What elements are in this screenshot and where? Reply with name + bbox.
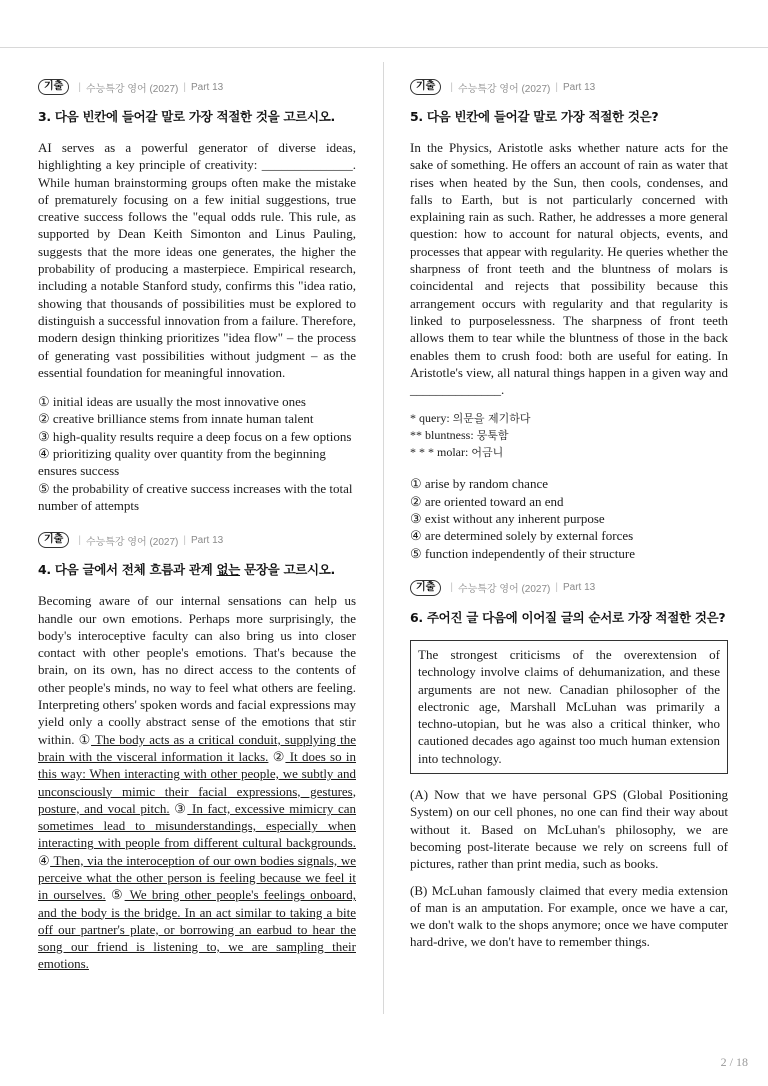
question-source xyxy=(38,530,356,550)
question-title: 3. 다음 빈칸에 들어갈 말로 가장 적절한 것을 고르시오. xyxy=(38,109,335,124)
option-3[interactable]: ③ high-quality results require a deep focus on a few options xyxy=(38,428,352,444)
note-term: * * * molar: xyxy=(410,445,472,460)
exam-tag: 기출 xyxy=(410,79,441,95)
paragraph-b: (B) McLuhan famously claimed that every media extension of man is an amputation. For example, once we have a car, we don't walk to the shops anymore; once we have computer hard-drive, we don't have to remember things. xyxy=(410,882,728,950)
question-4 xyxy=(38,530,356,973)
note-term: * query: xyxy=(410,411,453,426)
option-1[interactable]: ① initial ideas are usually the most innovative ones xyxy=(38,394,306,410)
question-source xyxy=(38,77,356,97)
sentence-2: It does so in this way: When interacting with other people, we subtly and unconsciously mimic their facial expressions, gestures, posture, and vocal pitch. xyxy=(38,748,357,816)
option-5[interactable]: ⑤ function independently of their structure xyxy=(410,545,636,561)
title-text: 4. 다음 글에서 전체 흐름과 관계 xyxy=(38,562,217,578)
sentence-3: In fact, excessive mimicry can sometimes lead to misunderstandings, especially when interacting with people from different cultural backgrounds. xyxy=(38,800,357,851)
given-passage-box: The strongest criticisms of the overextension of technology involve claims of dehumanization, and these arguments are not new. Canadian philosopher of the electronic age, Marshall McLuhan was primarily a techno-utopian, but he was also a critical thinker, who cautioned decades ago against too much human extension into technology. xyxy=(410,640,728,774)
vocabulary-notes xyxy=(410,410,728,461)
note-3 xyxy=(410,444,728,461)
option-4[interactable]: ④ are determined solely by external forces xyxy=(410,528,634,544)
question-title xyxy=(38,560,356,578)
source-label: 수능특강 영어 (2027) xyxy=(457,83,551,95)
note-term: ** bluntness: xyxy=(410,428,477,443)
separator: | xyxy=(78,534,81,546)
sentence-4: Then, via the interoception of our own bodies signals, we perceive what the other person is feeling because we feel it in ourselves. xyxy=(38,852,356,903)
sentence-2-number: ② xyxy=(272,748,286,764)
source-label: 수능특강 영어 (2027) xyxy=(85,83,179,95)
question-passage xyxy=(38,592,356,973)
exam-tag: 기출 xyxy=(410,580,441,596)
passage-intro: Becoming aware of our internal sensations can help us handle our own emotions. Perhaps more surprisingly, the body's interoceptive faculty can also bring us into closer contact with other people's emotions. That's because the brain, on its own, has no direct access to the contents of other people's minds, no way to feel what others are feeling. Interpreting others' spoken words and facial expressions may yield only a coolly abstract sense of the emotions that stir within. xyxy=(38,593,356,747)
note-2 xyxy=(410,427,728,444)
title-text-end: 문장을 고르시오. xyxy=(240,562,336,578)
separator: | xyxy=(555,582,558,594)
header-rule xyxy=(0,47,768,48)
option-1[interactable]: ① arise by random chance xyxy=(410,476,548,492)
question-passage: In the Physics, Aristotle asks whether nature acts for the sake of something. He offers an account of rain as water that rises when heated by the Sun, then cools, condenses, and falls to Earth, but is not particularly concerned with explaining rain as such. Rather, he addresses a more general question: how to account for natural objects, events, and processes that appear with regularity. He queries whether the sharpness of front teeth and the bluntness of molars is coincidental and rejects that possibility because this arrangement occurs with regularity and that regularity is linked to purposelessness. The sharpness of front teeth allows them to tear while the bluntness of those in the back enables them to crush food: both are useful for eating. In Aristotle's view, all natural things happen in a given way and ______________. xyxy=(410,140,728,398)
question-3 xyxy=(38,77,356,514)
column-divider xyxy=(383,62,384,1014)
note-meaning: 의문을 제기하다 xyxy=(452,412,531,426)
option-2[interactable]: ② are oriented toward an end xyxy=(410,493,564,509)
left-column xyxy=(38,77,356,989)
question-source xyxy=(410,77,728,97)
sentence-1: The body acts as a critical conduit, supplying the brain with the visceral information it lacks. xyxy=(38,731,357,764)
sentence-5: We bring other people's feelings onboard, and the body is the bridge. In an act similar to taking a bite off our partner's plate, or borrowing an earbud to hear the song our friend is listening to, we are sampling their emotions. xyxy=(38,887,357,972)
exam-tag: 기출 xyxy=(38,79,69,95)
separator: | xyxy=(450,81,453,93)
part-label: Part 13 xyxy=(562,81,596,93)
answer-options xyxy=(410,475,728,561)
page-number: 2 / 18 xyxy=(720,1055,748,1069)
question-title: 6. 주어진 글 다음에 이어질 글의 순서로 가장 적절한 것은? xyxy=(410,609,726,625)
separator: | xyxy=(78,81,81,93)
separator: | xyxy=(183,534,186,546)
note-1 xyxy=(410,410,728,427)
exam-tag: 기출 xyxy=(38,532,69,548)
sentence-3-number: ③ xyxy=(174,800,188,816)
part-label: Part 13 xyxy=(190,81,224,93)
separator: | xyxy=(555,81,558,93)
note-meaning: 뭉툭함 xyxy=(476,429,509,443)
answer-options xyxy=(38,393,356,514)
part-label: Part 13 xyxy=(562,582,596,594)
question-6 xyxy=(410,578,728,951)
note-meaning: 어금니 xyxy=(471,446,504,460)
option-4[interactable]: ④ prioritizing quality over quantity from the beginning ensures success xyxy=(38,446,326,479)
question-passage: AI serves as a powerful generator of diverse ideas, highlighting a key principle of creativity: ______________. While human brainstorming groups often make the mistake of prematurely focusing on a few initial suggestions, true creative success follows the "equal odds rule. This rule, as supported by Dean Keith Simonton and Linus Pauling, suggests that the more ideas one generates, the higher the probability of producing a masterpiece. Empirical research, including a notable Stanford study, confirms this "idea ratio, showing that thousands of possibilities must be explored to distinguish a successful innovation from a failure. Therefore, modern design thinking prioritizes "idea flow" – the process of generating vast possibilities without judgment – as the essential foundation for meaningful innovation. xyxy=(38,140,356,380)
option-2[interactable]: ② creative brilliance stems from innate human talent xyxy=(38,411,314,427)
sentence-1-number: ① xyxy=(78,731,92,747)
title-emphasis: 없는 xyxy=(216,562,241,578)
paragraph-a: (A) Now that we have personal GPS (Global Positioning System) on our cell phones, no one can find their way about without it. Based on McLuhan's philosophy, we are becoming post-literate because we rely on screens full of pictures, rather than print media, such as books. xyxy=(410,787,728,872)
question-title: 5. 다음 빈칸에 들어갈 말로 가장 적절한 것은? xyxy=(410,109,659,124)
option-3[interactable]: ③ exist without any inherent purpose xyxy=(410,511,605,527)
part-label: Part 13 xyxy=(190,534,224,546)
sentence-5-number: ⑤ xyxy=(110,887,125,903)
question-5 xyxy=(410,77,728,562)
sentence-4-number: ④ xyxy=(38,852,51,868)
option-5[interactable]: ⑤ the probability of creative success increases with the total number of attempts xyxy=(38,480,353,513)
source-label: 수능특강 영어 (2027) xyxy=(457,584,551,596)
right-column xyxy=(410,77,728,967)
separator: | xyxy=(450,582,453,594)
question-source xyxy=(410,578,728,598)
source-label: 수능특강 영어 (2027) xyxy=(85,536,179,548)
separator: | xyxy=(183,81,186,93)
